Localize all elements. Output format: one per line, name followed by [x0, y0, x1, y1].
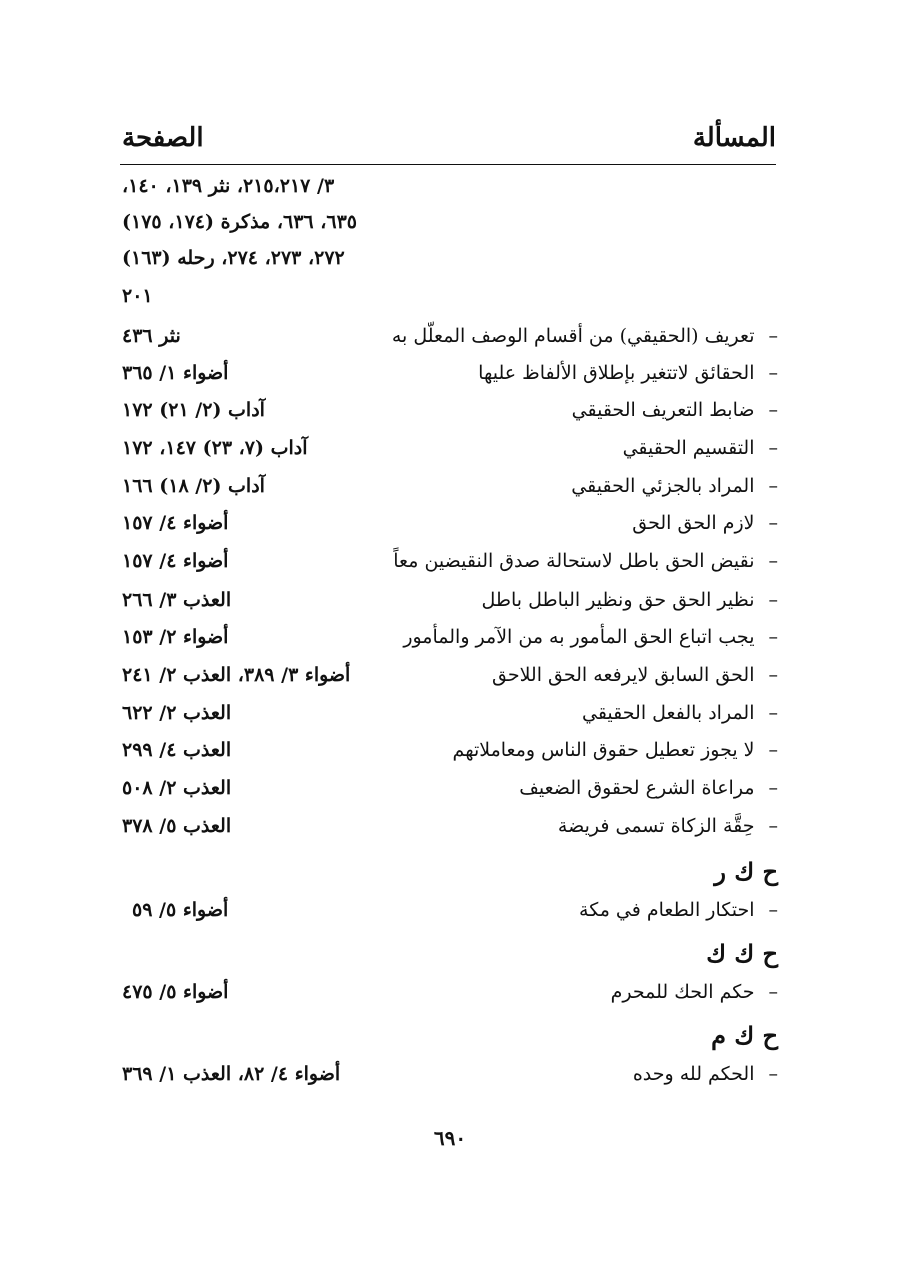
dash-bullet: – — [768, 512, 778, 534]
entry-topic-text: الحقائق لاتتغير بإطلاق الألفاظ عليها — [478, 362, 755, 384]
index-entry-topic — [579, 892, 778, 928]
entry-topic-text: نقيض الحق باطل لاستحالة صدق النقيضين معاً — [393, 550, 755, 572]
entry-page-reference: أضواء ٤/ ١٥٧ — [122, 512, 229, 534]
dash-bullet: – — [768, 702, 778, 724]
index-entry-topic — [633, 1056, 778, 1092]
continuation-line: ٢٧٢، ٢٧٣، ٢٧٤، رحله (١٦٣) — [122, 247, 345, 269]
index-entry-topic — [572, 392, 778, 428]
entry-topic-text: لا يجوز تعطيل حقوق الناس ومعاملاتهم — [452, 739, 755, 761]
entry-page-reference: العذب ٤/ ٢٩٩ — [122, 739, 232, 761]
continuation-line: ٣/ ٢١٥،٢١٧، نثر ١٣٩، ١٤٠، — [122, 175, 335, 197]
index-entry-topic — [392, 318, 778, 354]
index-entry-topic — [582, 695, 778, 731]
dash-bullet: – — [768, 399, 778, 421]
entry-topic-text: لازم الحق الحق — [632, 512, 755, 534]
entry-page-reference: العذب ٥/ ٣٧٨ — [122, 815, 232, 837]
entry-page-reference: العذب ٢/ ٥٠٨ — [122, 777, 232, 799]
entry-page-reference: نثر ٤٣٦ — [122, 325, 181, 347]
entry-page-reference: أضواء ٤/ ١٥٧ — [122, 550, 229, 572]
entry-topic-text: احتكار الطعام في مكة — [579, 899, 755, 921]
index-entry-topic — [571, 468, 778, 504]
dash-bullet: – — [768, 626, 778, 648]
index-entry-topic — [558, 808, 778, 844]
index-entry-topic — [611, 974, 778, 1010]
entry-page-reference: العذب ٣/ ٢٦٦ — [122, 589, 232, 611]
entry-topic-text: حِقَّة الزكاة تسمى فريضة — [557, 815, 755, 837]
dash-bullet: – — [768, 815, 778, 837]
entry-topic-text: حكم الحك للمحرم — [610, 981, 755, 1003]
entry-topic-text: يجب اتباع الحق المأمور به من الآمر والمأمور — [403, 626, 755, 648]
continuation-line: ٢٠١ — [122, 285, 153, 307]
dash-bullet: – — [768, 437, 778, 459]
entry-page-reference: أضواء ٣/ ٣٨٩، العذب ٢/ ٢٤١ — [122, 664, 351, 686]
index-entry-topic — [492, 657, 778, 693]
index-entry-topic — [481, 582, 778, 618]
dash-bullet: – — [768, 589, 778, 611]
entry-page-reference: آداب (٢/ ١٨) ١٦٦ — [122, 475, 265, 497]
index-entry-topic — [403, 619, 778, 655]
section-heading: ح ك ك — [706, 939, 778, 968]
entry-page-reference: أضواء ٢/ ١٥٣ — [122, 626, 229, 648]
entry-topic-text: التقسيم الحقيقي — [622, 437, 755, 459]
index-entry-topic — [519, 770, 778, 806]
entry-page-reference: أضواء ٥/ ٥٩ — [132, 899, 229, 921]
dash-bullet: – — [768, 664, 778, 686]
section-heading: ح ك م — [711, 1021, 778, 1050]
entry-topic-text: المراد بالجزئي الحقيقي — [571, 475, 755, 497]
dash-bullet: – — [768, 777, 778, 799]
entry-page-reference: أضواء ٤/ ٨٢، العذب ١/ ٣٦٩ — [122, 1063, 341, 1085]
header-rule — [120, 164, 776, 165]
index-entry-topic — [393, 543, 778, 579]
page-number: ٦٩٠ — [433, 1126, 467, 1150]
dash-bullet: – — [768, 739, 778, 761]
entry-topic-text: المراد بالفعل الحقيقي — [581, 702, 755, 724]
entry-page-reference: العذب ٢/ ٦٢٢ — [122, 702, 232, 724]
entry-topic-text: الحق السابق لايرفعه الحق اللاحق — [492, 664, 755, 686]
header-page-title: الصفحة — [122, 123, 204, 153]
index-entry-topic — [623, 430, 778, 466]
dash-bullet: – — [768, 1063, 778, 1085]
header-issue-title: المسألة — [692, 123, 776, 153]
entry-page-reference: آداب (٧، ٢٣) ١٤٧، ١٧٢ — [122, 437, 308, 459]
entry-page-reference: آداب (٢/ ٢١) ١٧٢ — [122, 399, 265, 421]
dash-bullet: – — [768, 475, 778, 497]
entry-topic-text: نظير الحق حق ونظير الباطل باطل — [481, 589, 755, 611]
entry-page-reference: أضواء ١/ ٣٦٥ — [122, 362, 229, 384]
section-heading: ح ك ر — [714, 857, 778, 886]
entry-topic-text: ضابط التعريف الحقيقي — [571, 399, 755, 421]
dash-bullet: – — [768, 362, 778, 384]
index-entry-topic — [632, 505, 778, 541]
entry-topic-text: مراعاة الشرع لحقوق الضعيف — [519, 777, 755, 799]
dash-bullet: – — [768, 899, 778, 921]
continuation-line: ٦٣٥، ٦٣٦، مذكرة (١٧٤، ١٧٥) — [122, 211, 357, 233]
dash-bullet: – — [768, 325, 778, 347]
index-entry-topic — [453, 732, 778, 768]
entry-topic-text: تعريف (الحقيقي) من أقسام الوصف المعلّل به — [391, 325, 755, 347]
dash-bullet: – — [768, 981, 778, 1003]
dash-bullet: – — [768, 550, 778, 572]
index-entry-topic — [478, 355, 778, 391]
entry-page-reference: أضواء ٥/ ٤٧٥ — [122, 981, 229, 1003]
entry-topic-text: الحكم لله وحده — [632, 1063, 755, 1085]
